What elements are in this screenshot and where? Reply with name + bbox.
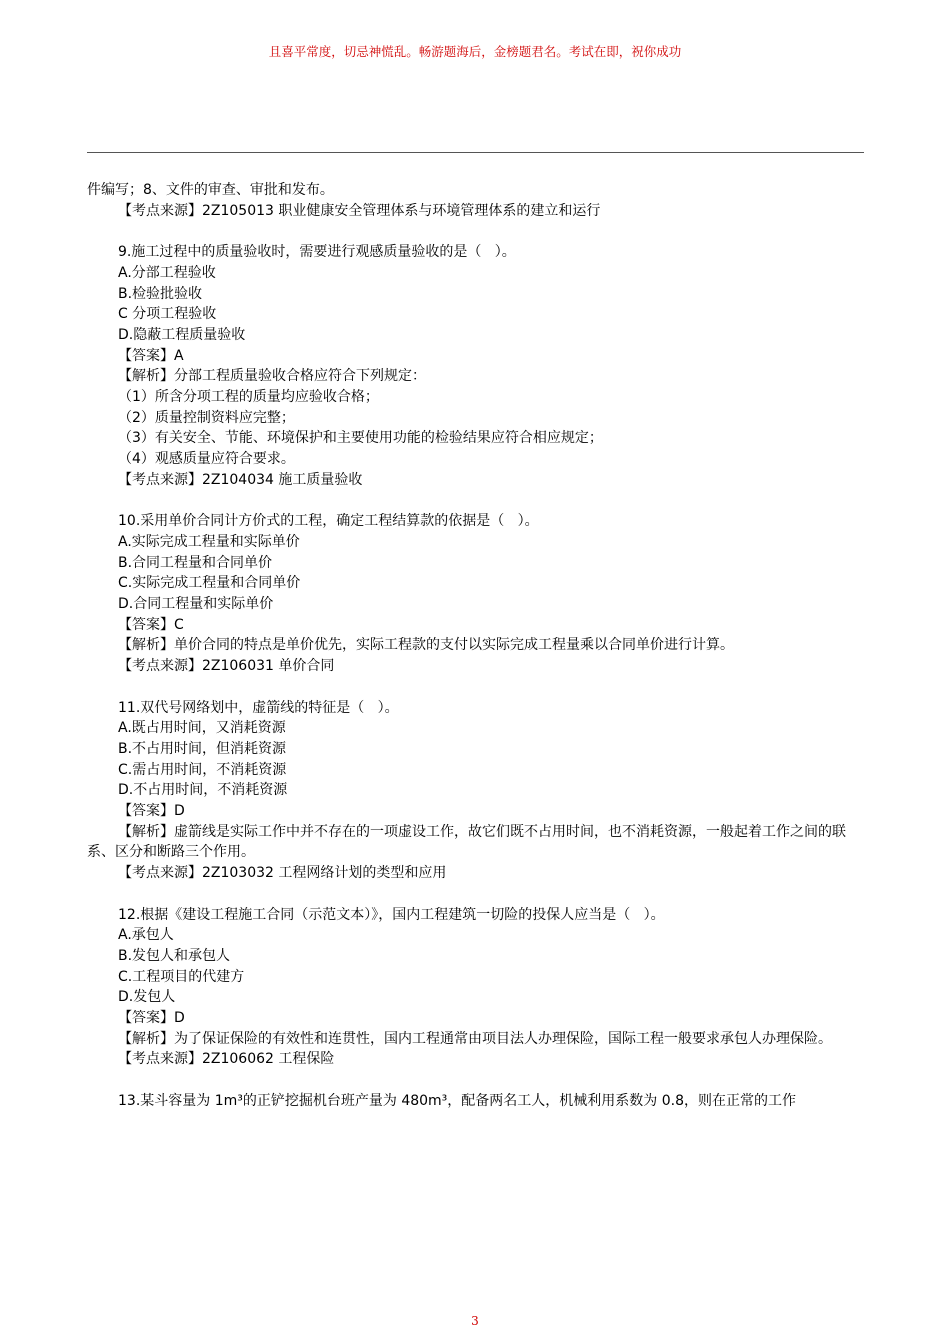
answer: 【答案】D bbox=[118, 1010, 185, 1027]
answer: 【答案】C bbox=[118, 616, 184, 633]
source-note: 【考点来源】2Z105013 职业健康安全管理体系与环境管理体系的建立和运行 bbox=[118, 202, 601, 219]
question-13 bbox=[87, 1091, 864, 1112]
question-11 bbox=[87, 698, 864, 884]
option: A.实际完成工程量和实际单价 bbox=[118, 533, 300, 550]
page-header-motto: 且喜平常度，切忌神慌乱。畅游题海后，金榜题君名。考试在即，祝你成功 bbox=[268, 44, 682, 59]
source-note: 【考点来源】2Z103032 工程网络计划的类型和应用 bbox=[118, 865, 447, 882]
option: D.不占用时间，不消耗资源 bbox=[118, 782, 288, 799]
source-note: 【考点来源】2Z106062 工程保险 bbox=[118, 1051, 335, 1068]
question-12 bbox=[87, 905, 864, 1071]
answer: 【答案】A bbox=[118, 347, 184, 364]
answer: 【答案】D bbox=[118, 803, 185, 820]
source-note: 【考点来源】2Z104034 施工质量验收 bbox=[118, 471, 363, 488]
question-10 bbox=[87, 511, 864, 677]
option: B.检验批验收 bbox=[118, 285, 203, 302]
analysis-line: 【解析】分部工程质量验收合格应符合下列规定： bbox=[118, 368, 426, 385]
option: B.发包人和承包人 bbox=[118, 947, 231, 964]
option: C.需占用时间，不消耗资源 bbox=[118, 761, 287, 778]
page-number: 3 bbox=[471, 1314, 479, 1328]
analysis-line: （4）观感质量应符合要求。 bbox=[118, 451, 295, 468]
header-divider bbox=[87, 152, 864, 153]
analysis: 【解析】单价合同的特点是单价优先，实际工程款的支付以实际完成工程量乘以合同单价进行计算。 bbox=[118, 637, 734, 654]
question-text: 11.双代号网络划中，虚箭线的特征是（ ）。 bbox=[118, 699, 399, 716]
question-text: 13.某斗容量为 1m³的正铲挖掘机台班产量为 480m³，配备两名工人，机械利用系数为 0.8，则在正常的工作 bbox=[118, 1092, 797, 1109]
option: C.工程项目的代建方 bbox=[118, 968, 245, 985]
option: D.合同工程量和实际单价 bbox=[118, 596, 274, 613]
option: D.发包人 bbox=[118, 989, 176, 1006]
question-text: 10.采用单价合同计方价式的工程，确定工程结算款的依据是（ ）。 bbox=[118, 513, 539, 530]
option: A.分部工程验收 bbox=[118, 264, 216, 281]
option: B.合同工程量和合同单价 bbox=[118, 554, 273, 571]
option: D.隐蔽工程质量验收 bbox=[118, 326, 246, 343]
document-body bbox=[87, 180, 864, 1112]
question-9 bbox=[87, 242, 864, 490]
option: A.既占用时间，又消耗资源 bbox=[118, 720, 286, 737]
analysis-line: （1）所含分项工程的质量均应验收合格； bbox=[118, 389, 379, 406]
analysis: 【解析】虚箭线是实际工作中并不存在的一项虚设工作，故它们既不占用时间，也不消耗资源，一般起着工作之间的联系、区分和断路三个作用。 bbox=[87, 823, 846, 861]
option: A.承包人 bbox=[118, 927, 174, 944]
continuation-text: 件编写；8、文件的审查、审批和发布。 bbox=[87, 182, 334, 198]
option: B.不占用时间，但消耗资源 bbox=[118, 740, 287, 757]
option: C 分项工程验收 bbox=[118, 306, 217, 323]
source-note: 【考点来源】2Z106031 单价合同 bbox=[118, 658, 335, 675]
analysis-line: （3）有关安全、节能、环境保护和主要使用功能的检验结果应符合相应规定； bbox=[118, 430, 603, 447]
analysis-line: （2）质量控制资料应完整； bbox=[118, 409, 295, 426]
question-text: 9.施工过程中的质量验收时，需要进行观感质量验收的是（ ）。 bbox=[118, 244, 516, 261]
analysis: 【解析】为了保证保险的有效性和连贯性，国内工程通常由项目法人办理保险，国际工程一般要求承包人办理保险。 bbox=[118, 1030, 832, 1047]
question-text: 12.根据《建设工程施工合同（示范文本）》，国内工程建筑一切险的投保人应当是（ ）。 bbox=[118, 906, 665, 923]
option: C.实际完成工程量和合同单价 bbox=[118, 575, 301, 592]
